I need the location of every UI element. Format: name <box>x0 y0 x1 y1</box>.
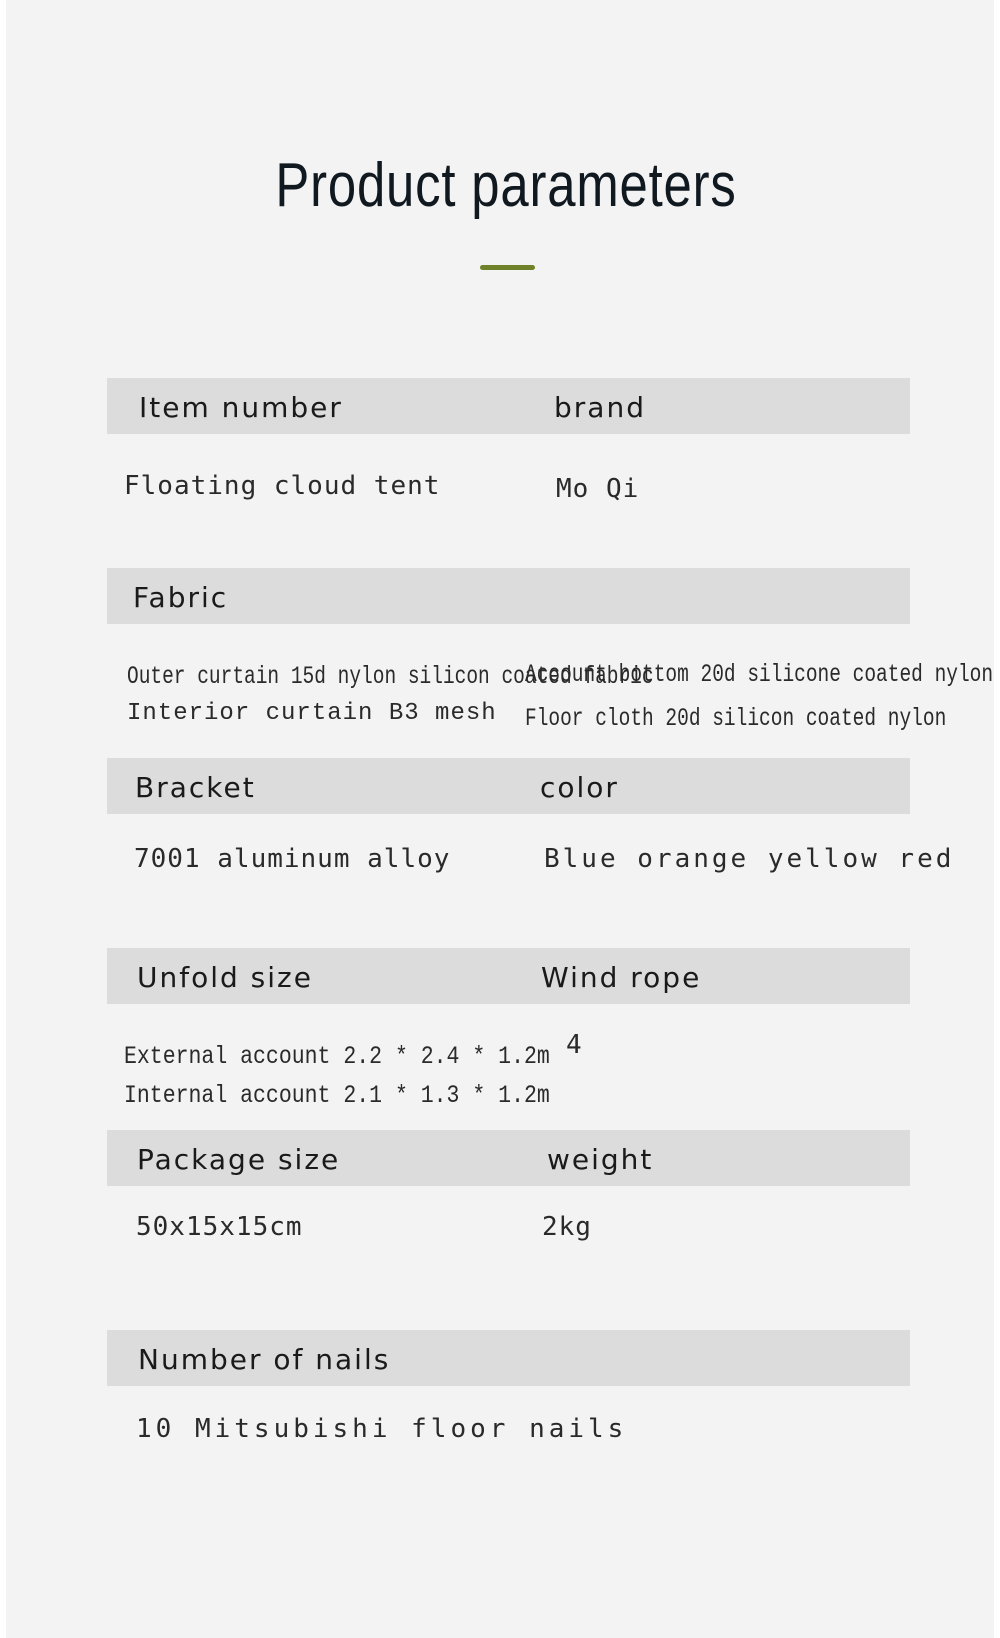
value-package-size: 50x15x15cm <box>136 1212 303 1242</box>
value-fabric-floor: Floor cloth 20d silicon coated nylon <box>525 704 947 733</box>
value-fabric-outer: Outer curtain 15d nylon silicon coated fabric <box>127 662 654 691</box>
label-package-size: Package size <box>137 1143 341 1176</box>
title-accent-divider <box>480 265 535 270</box>
label-color: color <box>540 771 619 804</box>
product-parameters-page <box>6 0 994 1638</box>
value-item-number: Floating cloud tent <box>124 471 441 501</box>
value-number-of-nails: 10 Mitsubishi floor nails <box>136 1414 628 1444</box>
value-unfold-external: External account 2.2 * 2.4 * 1.2m <box>124 1042 550 1071</box>
label-bracket: Bracket <box>135 771 256 804</box>
header-bar-item-brand <box>107 378 910 434</box>
label-item-number: Item number <box>139 391 343 424</box>
header-bar-nails <box>107 1330 910 1386</box>
header-bar-fabric <box>107 568 910 624</box>
value-wind-rope: 4 <box>566 1030 583 1060</box>
page-title: Product parameters <box>275 151 737 220</box>
value-brand: Mo Qi <box>556 474 640 504</box>
label-fabric: Fabric <box>133 581 229 614</box>
value-unfold-internal: Internal account 2.1 * 1.3 * 1.2m <box>124 1081 550 1110</box>
label-number-of-nails: Number of nails <box>138 1343 391 1376</box>
value-color: Blue orange yellow red <box>544 844 955 874</box>
header-bar-unfold-windrope <box>107 948 910 1004</box>
header-bar-package-weight <box>107 1130 910 1186</box>
value-weight: 2kg <box>542 1212 592 1242</box>
label-weight: weight <box>547 1143 654 1176</box>
value-fabric-bottom: Account bottom 20d silicone coated nylon <box>525 660 994 689</box>
label-brand: brand <box>554 391 646 424</box>
label-wind-rope: Wind rope <box>541 961 702 994</box>
label-unfold-size: Unfold size <box>137 961 313 994</box>
value-fabric-interior: Interior curtain B3 mesh <box>127 700 497 727</box>
header-bar-bracket-color <box>107 758 910 814</box>
value-bracket: 7001 aluminum alloy <box>134 844 451 874</box>
